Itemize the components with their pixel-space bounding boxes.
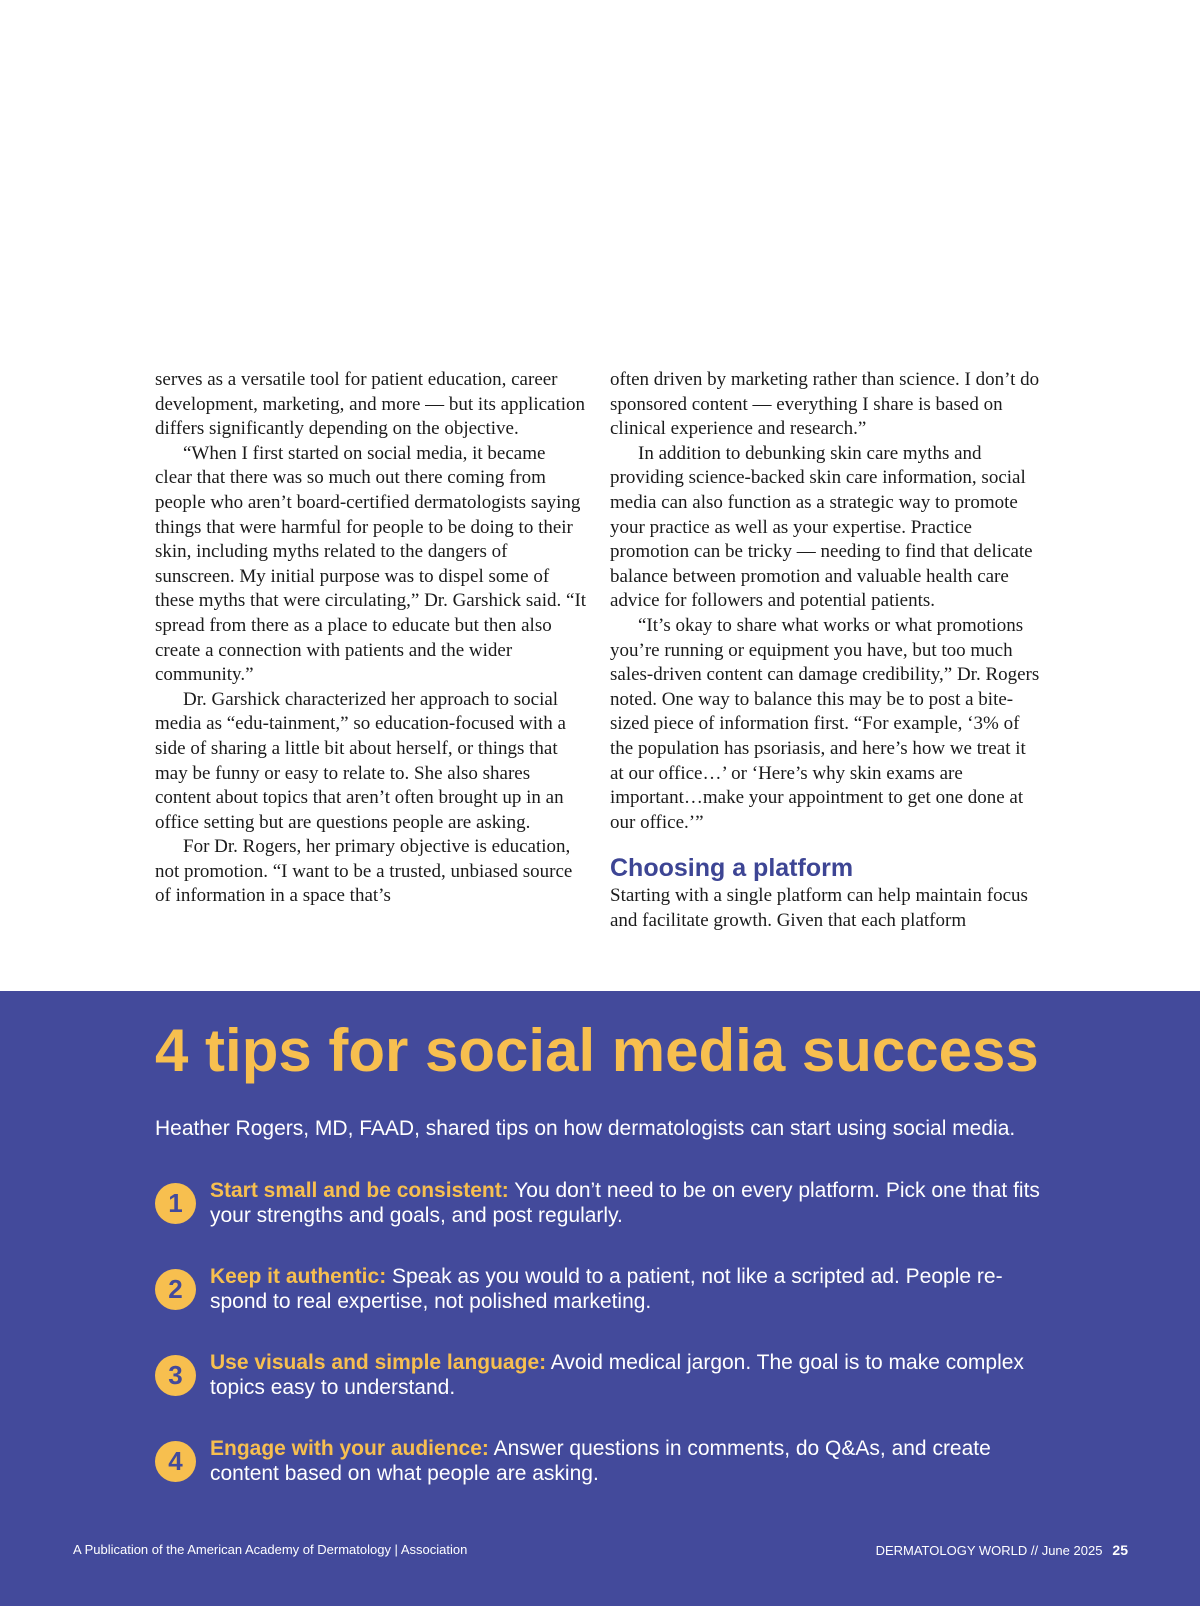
tip-item xyxy=(155,1267,1055,1327)
tip-number-badge: 2 xyxy=(155,1269,196,1310)
paragraph: Dr. Garshick characterized her approach to social media as “edu-tainment,” so education-focused with a side of sharing a little bit about herself, or things that may be funny or easy to relate to. She also shares content about topics that aren’t often brought up in an office setting but are questions people are asking. xyxy=(155,688,566,833)
tip-body: Avoid medical jargon. The goal is to make complex topics easy to understand. xyxy=(210,1351,1024,1399)
paragraph: often driven by marketing rather than science. I don’t do sponsored content — everything I share is based on clinical experience and research.” xyxy=(610,369,1040,440)
paragraph: In addition to debunking skin care myths and providing science-backed skin care information, social media can also function as a strategic way to promote your practice as well as your expertise. Practice promotion can be tricky — needing to find that delicate balance between promotion and valuable health care advice for followers and potential patients. xyxy=(610,442,1033,612)
footer-publisher: A Publication of the American Academy of Dermatology | Association xyxy=(73,1542,468,1557)
tip-heading: Use visuals and simple language: xyxy=(210,1351,547,1374)
paragraph: serves as a versatile tool for patient education, career development, marketing, and more — but its application differs significantly depending on the objective. xyxy=(155,369,586,440)
tip-number-badge: 3 xyxy=(155,1355,196,1396)
tip-heading: Engage with your audience: xyxy=(210,1437,489,1460)
tip-number-badge: 1 xyxy=(155,1183,196,1224)
paragraph: Starting with a single platform can help maintain focus and facilitate growth. Given that each platform xyxy=(610,885,1028,931)
top-blank-space xyxy=(0,0,1200,365)
section-heading: Choosing a platform xyxy=(610,854,854,883)
article-right-column xyxy=(610,368,1042,933)
tips-intro: Heather Rogers, MD, FAAD, shared tips on how dermatologists can start using social media. xyxy=(155,1117,1016,1140)
footer-issue-info xyxy=(876,1542,1128,1558)
paragraph: “It’s okay to share what works or what promotions you’re running or equipment you have, but too much sales-driven content can damage credibility,” Dr. Rogers noted. One way to balance this may be to post a bite-sized piece of information first. “For example, ‘3% of the population has psoriasis, and here’s how we treat it at our office…’ or ‘Here’s why skin exams are important…make your appointment to get one done at our office.’” xyxy=(610,614,1040,833)
tip-item xyxy=(155,1181,1055,1241)
article-body xyxy=(155,368,1042,961)
page-number: 25 xyxy=(1112,1542,1128,1558)
tip-body: Speak as you would to a patient, not like a scripted ad. People re-spond to real expertise, not polished marketing. xyxy=(210,1265,1003,1313)
paragraph: “When I first started on social media, it became clear that there was so much out there coming from people who aren’t board-certified dermatologists saying things that were harmful for people to be doing to their skin, including myths related to the dangers of sunscreen. My initial purpose was to dispel some of these myths that were circulating,” Dr. Garshick said. “It spread from there as a place to educate but then also create a connection with patients and the wider community.” xyxy=(155,442,587,686)
tip-body: You don’t need to be on every platform. Pick one that fits your strengths and goals, and post regularly. xyxy=(210,1179,1040,1227)
footer-issue: DERMATOLOGY WORLD // June 2025 xyxy=(875,1543,1103,1558)
tip-number-badge: 4 xyxy=(155,1441,196,1482)
tip-item xyxy=(155,1353,1055,1413)
tips-title: 4 tips for social media success xyxy=(155,1017,1039,1084)
tip-item xyxy=(155,1439,1055,1499)
tip-text xyxy=(210,1178,1055,1228)
tip-heading: Start small and be consistent: xyxy=(210,1179,509,1202)
tip-text xyxy=(210,1350,1055,1400)
tip-text xyxy=(210,1436,1055,1486)
paragraph: For Dr. Rogers, her primary objective is education, not promotion. “I want to be a trusted, unbiased source of information in a space that’s xyxy=(155,836,573,907)
tip-body: Answer questions in comments, do Q&As, and create content based on what people are asking. xyxy=(210,1437,991,1485)
tip-text xyxy=(210,1264,1055,1314)
article-left-column xyxy=(155,368,587,909)
tip-heading: Keep it authentic: xyxy=(210,1265,387,1288)
